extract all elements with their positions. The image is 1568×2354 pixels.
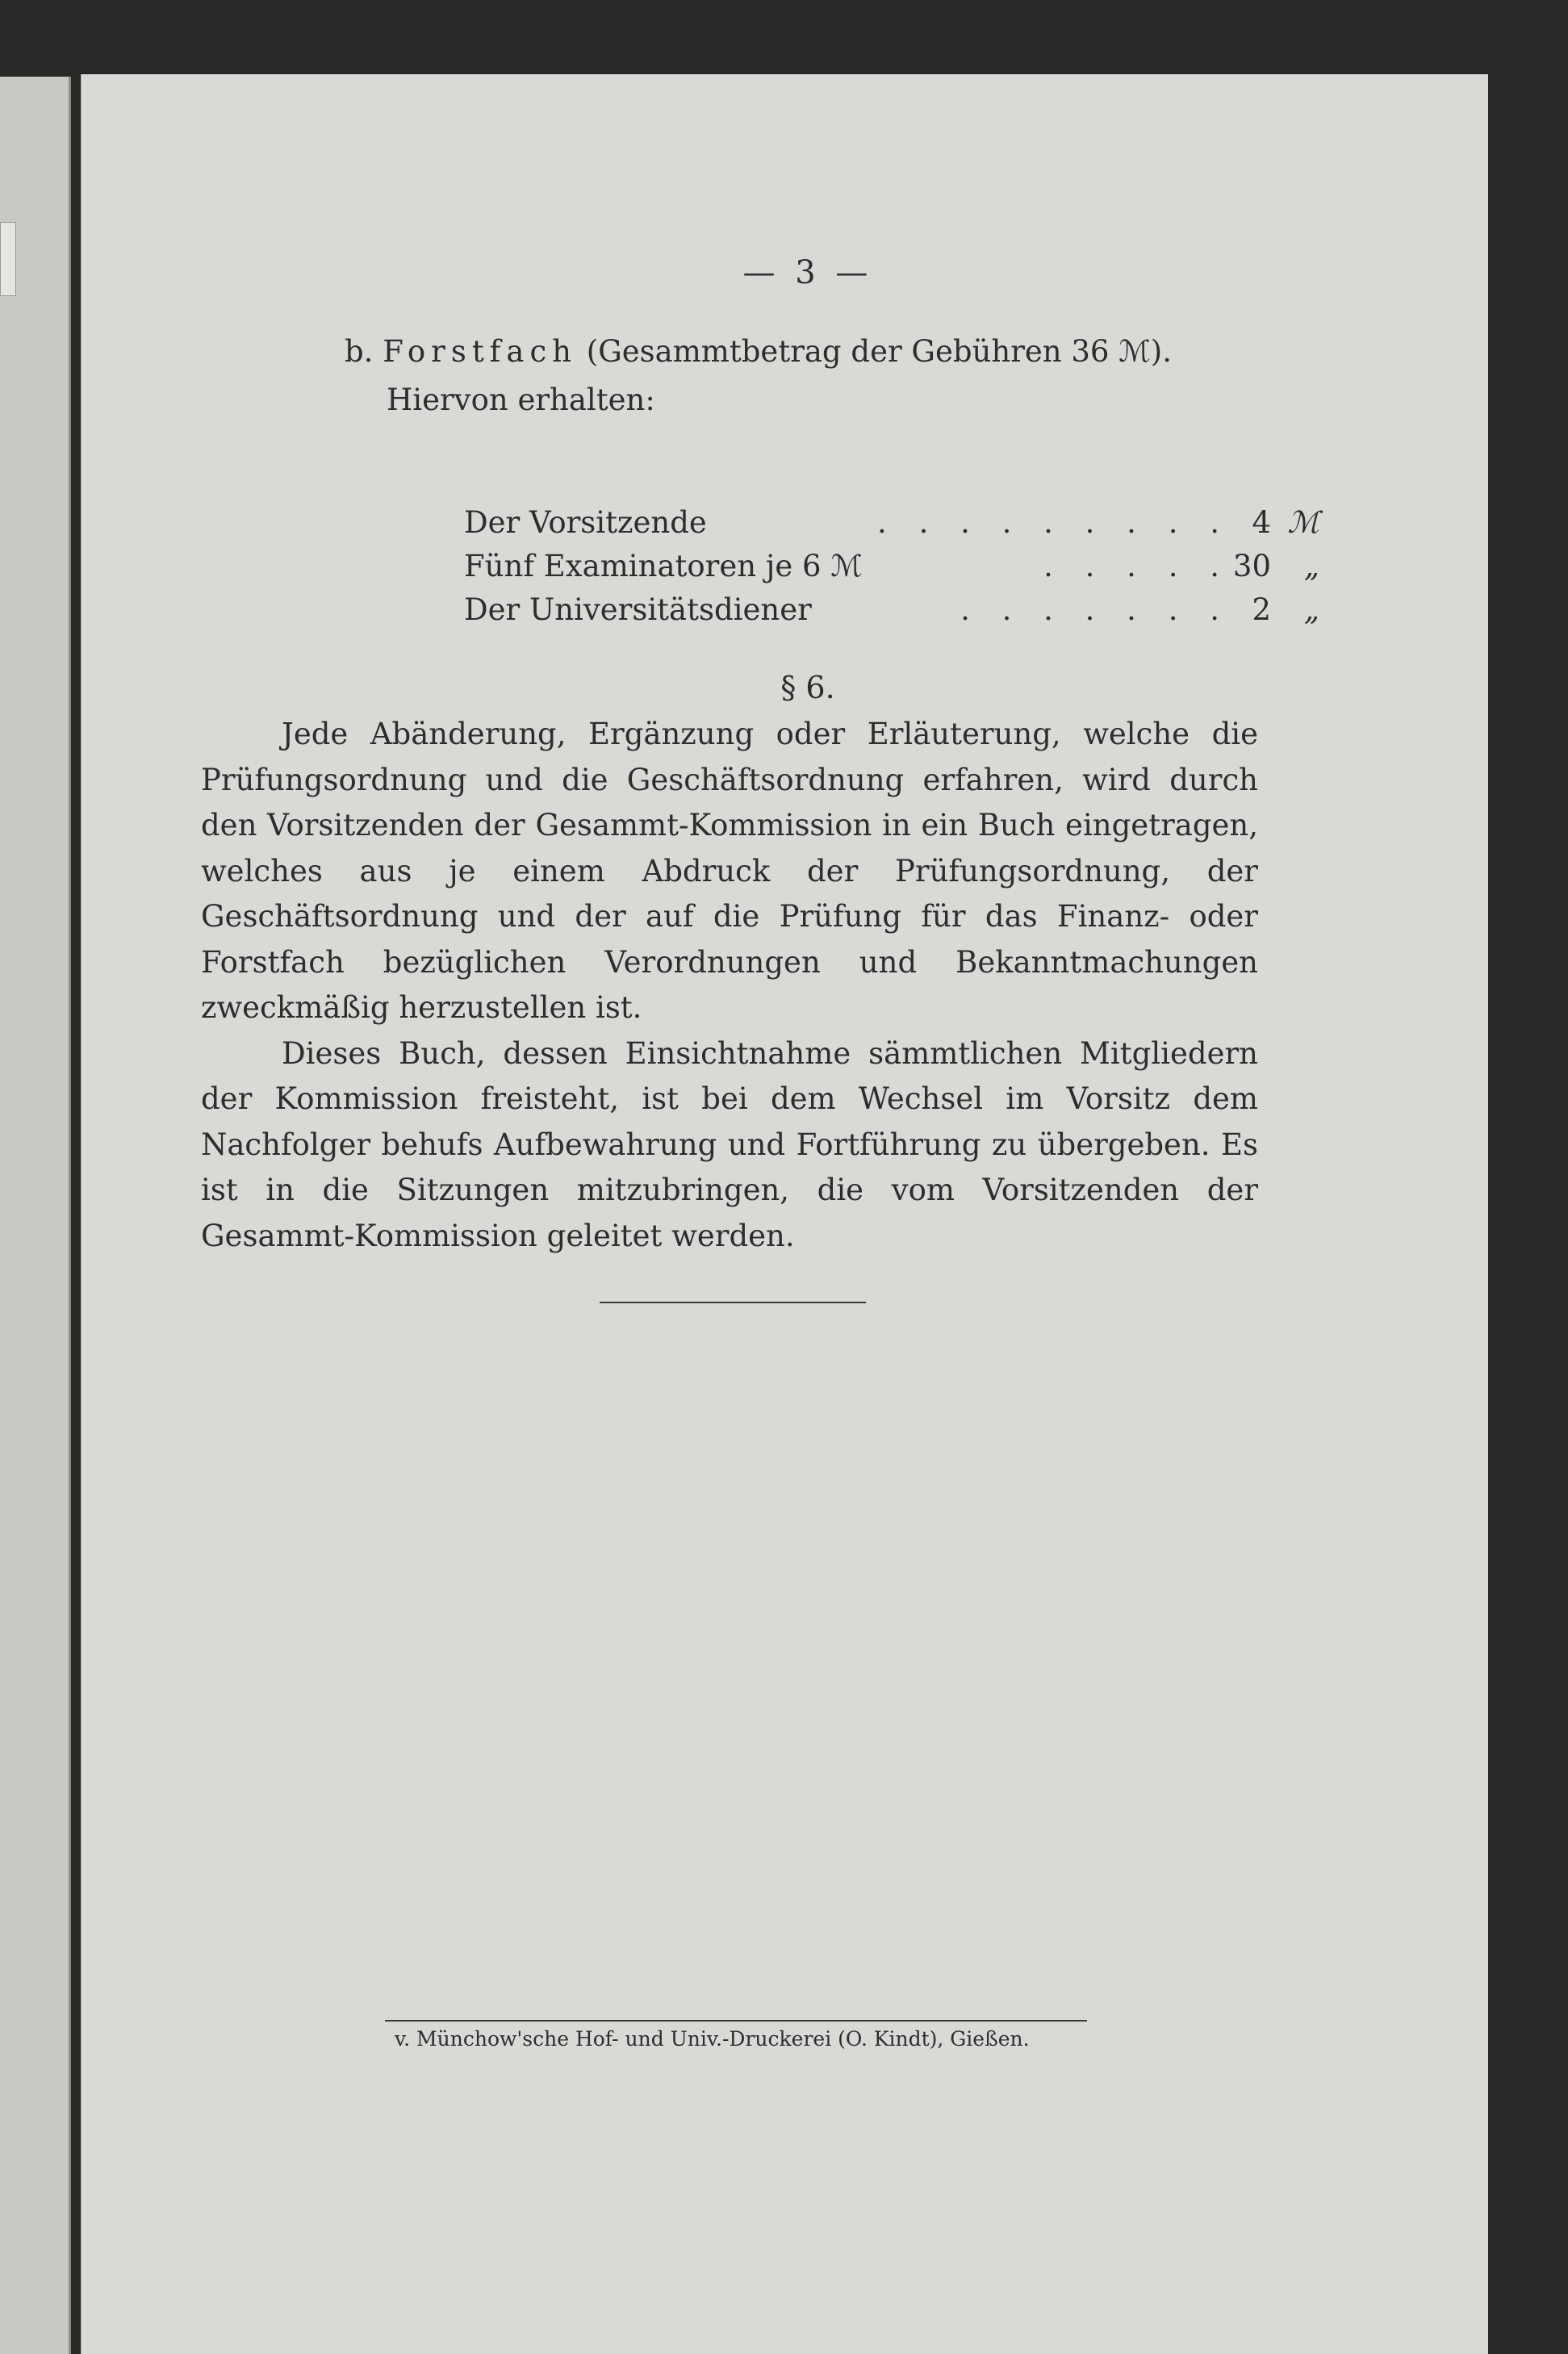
fee-unit: „: [1303, 549, 1319, 583]
document-page: [81, 74, 1488, 2354]
fee-label: Der Universitätsdiener: [464, 592, 812, 627]
fee-intro: Hiervon erhalten:: [387, 383, 655, 417]
section-heading: § 6.: [780, 670, 835, 705]
fee-row: [464, 592, 1319, 633]
fee-unit: ℳ: [1287, 505, 1319, 540]
page-number: — 3 —: [742, 254, 873, 291]
adjacent-left-page: [0, 77, 71, 2354]
subsection-prefix: b.: [345, 334, 374, 369]
page-tab: [0, 222, 16, 296]
paragraph: Dieses Buch, dessen Einsichtnahme sämmtlichen Mitgliedern der Kommission freisteht, ist bei dem Wechsel im Vorsitz dem Nachfolger behufs Aufbewahrung und Fortführung zu übergeben. Es ist in die Sitzungen mitzubringen, die vom Vorsitzenden der Gesammt-Kommission geleitet werden.: [201, 1035, 1258, 1253]
fee-label: Der Vorsitzende: [464, 505, 707, 540]
leader-dots: . . . . . . .: [960, 592, 1231, 627]
subsection-title: Forstfach: [383, 334, 577, 369]
subsection-heading: [345, 334, 1172, 369]
paragraph: Jede Abänderung, Ergänzung oder Erläuterung, welche die Prüfungsordnung und die Geschäftsordnung erfahren, wird durch den Vorsitzenden der Gesammt-Kommission in ein Buch eingetragen, welches aus je einem Abdruck der Prüfungsordnung, der Geschäftsordnung und der auf die Prüfung für das Finanz- oder Forstfach bezüglichen Verordnungen und Bekanntmachungen zweckmäßig herzustellen ist.: [201, 717, 1258, 1025]
fee-amount: 2: [1252, 592, 1271, 627]
printer-imprint: v. Münchow'sche Hof- und Univ.-Druckerei (O. Kindt), Gießen.: [395, 2027, 1030, 2051]
subsection-detail: (Gesammtbetrag der Gebühren 36 ℳ).: [586, 334, 1172, 369]
footer-rule: [385, 2020, 1087, 2022]
body-text: [201, 712, 1258, 1259]
fee-amount: 4: [1252, 505, 1271, 540]
fee-label: Fünf Examinatoren je 6 ℳ: [464, 549, 863, 583]
fee-amount: 30: [1232, 549, 1271, 583]
leader-dots: . . . . .: [1043, 549, 1231, 583]
leader-dots: . . . . . . . . .: [877, 505, 1231, 540]
fee-row: [464, 549, 1319, 589]
fee-row: [464, 505, 1319, 546]
section-divider: [600, 1302, 866, 1303]
fee-unit: „: [1303, 592, 1319, 627]
